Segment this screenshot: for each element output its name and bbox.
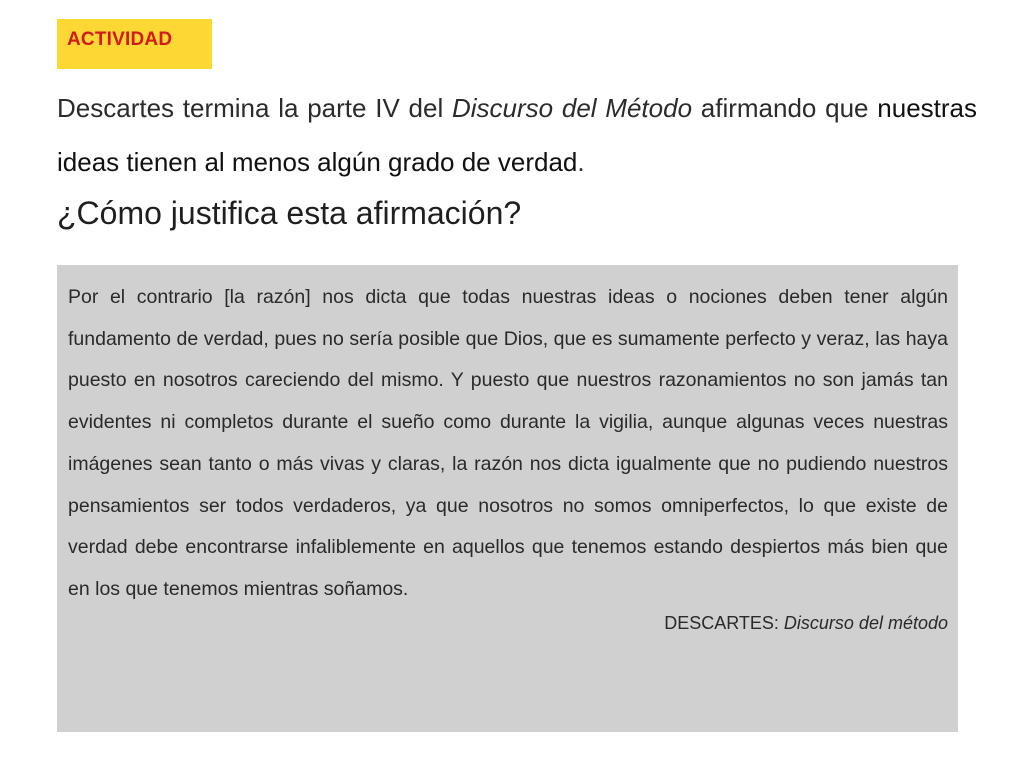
question-text-part1: Descartes termina la parte IV del xyxy=(57,93,452,123)
question-block xyxy=(57,81,977,237)
quote-text: Por el contrario [la razón] nos dicta que todas nuestras ideas o nociones deben tener algún fundamento de verdad, pues no sería posible que Dios, que es sumamente perfecto y veraz, las haya puesto en nosotros careciendo del mismo. Y puesto que nuestros razonamientos no son jamás tan evidentes ni completos durante el sueño como durante la vigilia, aunque algunas veces nuestras imágenes sean tanto o más vivas y claras, la razón nos dicta igualmente que no pudiendo nuestros pensamientos ser todos verdaderos, ya que nosotros no somos omniperfectos, lo que existe de verdad debe encontrarse infaliblemente en aquellos que tenemos estando despiertos más bien que en los que tenemos mientras soñamos. xyxy=(68,286,948,600)
question-work-title: Discurso del Método xyxy=(451,93,693,123)
quote-box xyxy=(57,265,958,732)
question-emphasis: nuestras ideas tienen al menos algún grado de verdad xyxy=(57,93,978,177)
attribution-author: DESCARTES: xyxy=(664,612,784,633)
activity-badge-label: ACTIVIDAD xyxy=(67,29,173,50)
activity-badge xyxy=(57,19,212,69)
question-prompt: ¿Cómo justifica esta afirmación? xyxy=(57,195,522,231)
question-text-part2: afirmando que xyxy=(692,93,878,123)
quote-attribution xyxy=(68,613,948,634)
question-text-part3: . xyxy=(577,147,585,177)
attribution-source-title: Discurso del método xyxy=(783,612,948,633)
